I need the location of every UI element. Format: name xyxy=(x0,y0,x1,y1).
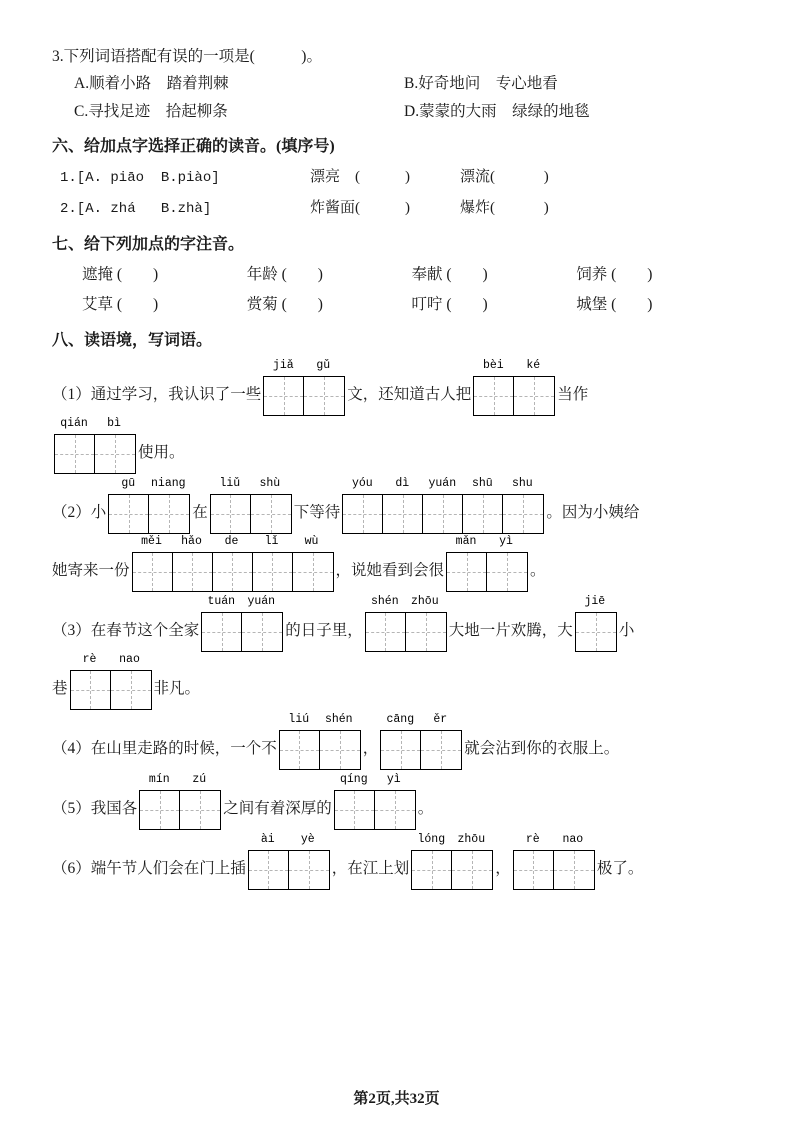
pinyin-syllable: wù xyxy=(304,535,319,548)
tianzige-cell[interactable] xyxy=(140,791,180,829)
question-3-options-row-2 xyxy=(52,98,741,126)
sentence-text: 。因为小姨给 xyxy=(546,504,640,521)
writing-line xyxy=(52,833,741,890)
word-blank-1b[interactable]: 漂流( ) xyxy=(460,169,549,185)
writing-line xyxy=(52,359,741,416)
sentence-text: 端午节人们会在门上插 xyxy=(90,860,246,877)
pinyin-syllable: shén xyxy=(370,595,399,608)
tianzige-cell[interactable] xyxy=(149,495,189,533)
pinyin-syllable: shén xyxy=(324,713,353,726)
tianzige-grid[interactable] xyxy=(334,790,416,830)
pinyin-syllable: qíng xyxy=(339,773,368,786)
section-8-item xyxy=(52,595,741,710)
tianzige-cell[interactable] xyxy=(251,495,291,533)
sentence-text: 她寄来一份 xyxy=(52,562,130,579)
tianzige-cell[interactable] xyxy=(280,731,320,769)
item-label: （4） xyxy=(52,740,91,757)
section-8-body xyxy=(52,359,741,890)
sentence-text: 通过学习，我认识了一些 xyxy=(90,386,262,403)
tianzige-cell[interactable] xyxy=(95,435,135,473)
sentence-text: 下等待 xyxy=(293,504,341,521)
sentence-text: 就会沾到你的衣服上。 xyxy=(464,740,620,757)
tianzige-cell[interactable] xyxy=(447,553,487,591)
pinyin-syllable: ài xyxy=(260,833,275,846)
tianzige-cell[interactable] xyxy=(249,851,289,889)
pinyin-syllable: hǎo xyxy=(181,535,202,548)
tianzige-cell[interactable] xyxy=(343,495,383,533)
tianzige-cell[interactable] xyxy=(554,851,594,889)
option-a[interactable]: A.顺着小路 踏着荆棘 xyxy=(74,75,229,92)
section-7-row-1 xyxy=(52,260,741,290)
sentence-text: 在山里走路的时候，一个不 xyxy=(90,740,277,757)
sentence-text: ，在江上划 xyxy=(331,860,410,877)
write-boxes-group[interactable] xyxy=(411,833,493,890)
pinyin-syllable: gū xyxy=(121,477,136,490)
tianzige-grid[interactable] xyxy=(248,850,330,890)
write-boxes-group[interactable] xyxy=(70,653,152,710)
tianzige-cell[interactable] xyxy=(111,671,151,709)
pinyin-hint xyxy=(365,595,447,608)
sentence-text: ， xyxy=(362,740,379,757)
write-boxes-group[interactable] xyxy=(139,773,221,830)
tianzige-cell[interactable] xyxy=(487,553,527,591)
tianzige-grid[interactable] xyxy=(201,612,283,652)
write-boxes-group[interactable] xyxy=(54,417,136,474)
tianzige-cell[interactable] xyxy=(242,613,282,651)
tianzige-grid[interactable] xyxy=(279,730,361,770)
pinyin-hint xyxy=(446,535,528,548)
sentence-text: 使用。 xyxy=(138,444,185,461)
tianzige-cell[interactable] xyxy=(253,553,293,591)
writing-line xyxy=(52,535,741,592)
option-b[interactable]: B.好奇地问 专心地看 xyxy=(404,75,558,92)
pinyin-syllable: liǔ xyxy=(219,477,241,490)
write-boxes-group[interactable] xyxy=(365,595,447,652)
tianzige-cell[interactable] xyxy=(180,791,220,829)
writing-line xyxy=(52,653,741,710)
sentence-text: 在 xyxy=(192,504,208,521)
annotate-item[interactable]: 奉献 ( ) xyxy=(411,266,488,283)
pinyin-syllable: yuán xyxy=(428,477,457,490)
tianzige-cell[interactable] xyxy=(213,553,253,591)
annotate-item[interactable]: 叮咛 ( ) xyxy=(411,296,488,313)
pinyin-syllable: qián xyxy=(60,417,88,430)
write-boxes-group[interactable] xyxy=(201,595,283,652)
sentence-text: 非凡。 xyxy=(153,680,201,697)
annotate-item[interactable]: 饲养 ( ) xyxy=(576,266,653,283)
tianzige-cell[interactable] xyxy=(383,495,423,533)
pinyin-hint xyxy=(248,833,330,846)
pinyin-choices-2: 2.[A. zhá B.zhà] xyxy=(60,201,212,217)
pinyin-syllable: jiǎ xyxy=(272,359,294,372)
pinyin-hint xyxy=(210,477,292,490)
pinyin-syllable: nao xyxy=(119,653,140,666)
pinyin-syllable: shū xyxy=(471,477,493,490)
tianzige-grid[interactable] xyxy=(380,730,462,770)
tianzige-cell[interactable] xyxy=(514,851,554,889)
pinyin-syllable: lóng xyxy=(417,833,446,846)
write-boxes-group[interactable] xyxy=(575,595,617,652)
tianzige-grid[interactable] xyxy=(263,376,345,416)
section-7-heading: 七、给下列加点的字注音。 xyxy=(52,236,245,253)
tianzige-cell[interactable] xyxy=(366,613,406,651)
sentence-text: 在春节这个全家 xyxy=(90,622,200,639)
tianzige-cell[interactable] xyxy=(289,851,329,889)
item-label: （2） xyxy=(52,504,91,521)
sentence-text: 巷 xyxy=(52,680,68,697)
pinyin-syllable: shù xyxy=(259,477,281,490)
pinyin-hint xyxy=(513,833,595,846)
pinyin-syllable: jiē xyxy=(584,595,606,608)
section-8-item xyxy=(52,477,741,592)
section-6-heading: 六、给加点字选择正确的读音。(填序号) xyxy=(52,138,335,155)
annotate-item[interactable]: 艾草 ( ) xyxy=(82,296,159,313)
sentence-text: ， xyxy=(495,860,511,877)
tianzige-cell[interactable] xyxy=(320,731,360,769)
section-8-item xyxy=(52,773,741,830)
item-label: （1） xyxy=(52,386,91,403)
pinyin-syllable: mǎn xyxy=(455,535,477,548)
item-label: （5） xyxy=(52,800,91,817)
tianzige-cell[interactable] xyxy=(474,377,514,415)
pinyin-syllable: ké xyxy=(526,359,541,372)
tianzige-cell[interactable] xyxy=(55,435,95,473)
write-boxes-group[interactable] xyxy=(210,477,292,534)
pinyin-syllable: niang xyxy=(151,477,186,490)
pinyin-syllable: zhōu xyxy=(457,833,486,846)
tianzige-cell[interactable] xyxy=(71,671,111,709)
writing-line xyxy=(52,595,741,652)
writing-line xyxy=(52,417,741,474)
pinyin-syllable: mín xyxy=(148,773,170,786)
item-label: （3） xyxy=(52,622,91,639)
section-7-row-2 xyxy=(52,290,741,320)
pinyin-syllable: měi xyxy=(141,535,162,548)
tianzige-grid[interactable] xyxy=(108,494,190,534)
section-8-heading: 八、读语境，写词语。 xyxy=(52,332,213,349)
section-8-item xyxy=(52,359,741,474)
pinyin-choices-1: 1.[A. piāo B.piào] xyxy=(60,170,220,186)
pinyin-hint xyxy=(108,477,190,490)
section-8-item xyxy=(52,833,741,890)
tianzige-cell[interactable] xyxy=(173,553,213,591)
pinyin-hint xyxy=(473,359,555,372)
pinyin-hint xyxy=(380,713,462,726)
word-blank-1a[interactable]: 漂亮 ( ) xyxy=(310,169,410,185)
tianzige-cell[interactable] xyxy=(133,553,173,591)
write-boxes-group[interactable] xyxy=(513,833,595,890)
tianzige-cell[interactable] xyxy=(576,613,616,651)
tianzige-cell[interactable] xyxy=(421,731,461,769)
pinyin-hint xyxy=(132,535,334,548)
pinyin-syllable: zú xyxy=(192,773,207,786)
writing-line xyxy=(52,477,741,534)
pinyin-syllable: gǔ xyxy=(316,359,331,372)
sentence-text: 小 xyxy=(618,622,635,639)
pinyin-syllable: tuán xyxy=(207,595,236,608)
pinyin-hint xyxy=(263,359,345,372)
tianzige-grid[interactable] xyxy=(411,850,493,890)
tianzige-cell[interactable] xyxy=(412,851,452,889)
tianzige-grid[interactable] xyxy=(473,376,555,416)
pinyin-syllable: yì xyxy=(386,773,401,786)
tianzige-grid[interactable] xyxy=(139,790,221,830)
sentence-text: 。 xyxy=(417,800,434,817)
pinyin-syllable: yè xyxy=(300,833,315,846)
write-boxes-group[interactable] xyxy=(334,773,416,830)
sentence-text: 当作 xyxy=(557,386,589,403)
sentence-text: 之间有着深厚的 xyxy=(223,800,332,817)
question-3-options-row-1 xyxy=(52,70,741,98)
writing-line xyxy=(52,713,741,770)
write-boxes-group[interactable] xyxy=(279,713,361,770)
tianzige-cell[interactable] xyxy=(463,495,503,533)
tianzige-grid[interactable] xyxy=(365,612,447,652)
word-blank-2a[interactable]: 炸酱面( ) xyxy=(310,200,410,216)
sentence-text: 的日子里， xyxy=(285,622,363,639)
tianzige-grid[interactable] xyxy=(342,494,544,534)
pinyin-syllable: de xyxy=(224,535,239,548)
tianzige-cell[interactable] xyxy=(375,791,415,829)
sentence-text: 我国各 xyxy=(90,800,138,817)
item-label: （6） xyxy=(52,860,91,877)
pinyin-syllable: shu xyxy=(511,477,533,490)
tianzige-cell[interactable] xyxy=(304,377,344,415)
write-boxes-group[interactable] xyxy=(446,535,528,592)
write-boxes-group[interactable] xyxy=(132,535,334,592)
write-boxes-group[interactable] xyxy=(263,359,345,416)
annotate-item[interactable]: 遮掩 ( ) xyxy=(82,266,159,283)
pinyin-hint xyxy=(575,595,617,608)
pinyin-syllable: rè xyxy=(525,833,540,846)
tianzige-grid[interactable] xyxy=(70,670,152,710)
tianzige-cell[interactable] xyxy=(381,731,421,769)
write-boxes-group[interactable] xyxy=(342,477,544,534)
tianzige-grid[interactable] xyxy=(575,612,617,652)
pinyin-hint xyxy=(139,773,221,786)
tianzige-grid[interactable] xyxy=(54,434,136,474)
section-8-item xyxy=(52,713,741,770)
writing-line xyxy=(52,773,741,830)
tianzige-cell[interactable] xyxy=(202,613,242,651)
pinyin-syllable: zhōu xyxy=(410,595,439,608)
pinyin-syllable: nao xyxy=(562,833,584,846)
pinyin-hint xyxy=(411,833,493,846)
annotate-item[interactable]: 年龄 ( ) xyxy=(246,266,323,283)
question-3-stem: 3.下列词语搭配有误的一项是( )。 xyxy=(52,48,322,65)
pinyin-syllable: yóu xyxy=(351,477,373,490)
write-boxes-group[interactable] xyxy=(108,477,190,534)
tianzige-cell[interactable] xyxy=(293,553,333,591)
pinyin-syllable: lǐ xyxy=(264,535,279,548)
pinyin-syllable: bèi xyxy=(482,359,504,372)
write-boxes-group[interactable] xyxy=(380,713,462,770)
pinyin-syllable: yì xyxy=(499,535,513,548)
sentence-text: 大地一片欢腾，大 xyxy=(448,622,573,639)
pinyin-syllable: rè xyxy=(82,653,97,666)
annotate-item[interactable]: 赏菊 ( ) xyxy=(246,296,323,313)
option-c[interactable]: C.寻找足迹 拾起柳条 xyxy=(74,103,228,120)
tianzige-cell[interactable] xyxy=(423,495,463,533)
page-footer: 第2页,共32页 xyxy=(353,1091,440,1107)
pinyin-hint xyxy=(342,477,544,490)
tianzige-grid[interactable] xyxy=(513,850,595,890)
tianzige-cell[interactable] xyxy=(211,495,251,533)
tianzige-cell[interactable] xyxy=(335,791,375,829)
option-d[interactable]: D.蒙蒙的大雨 绿绿的地毯 xyxy=(404,103,590,120)
tianzige-cell[interactable] xyxy=(452,851,492,889)
tianzige-grid[interactable] xyxy=(132,552,334,592)
pinyin-syllable: liú xyxy=(288,713,310,726)
section-6-row-2 xyxy=(52,193,741,224)
section-6-row-1 xyxy=(52,162,741,193)
tianzige-grid[interactable] xyxy=(210,494,292,534)
tianzige-cell[interactable] xyxy=(264,377,304,415)
pinyin-syllable: bì xyxy=(107,417,121,430)
pinyin-syllable: yuán xyxy=(247,595,276,608)
sentence-text: 文，还知道古人把 xyxy=(347,386,472,403)
pinyin-hint xyxy=(201,595,283,608)
sentence-text: ，说她看到会很 xyxy=(335,562,445,579)
pinyin-syllable: cāng xyxy=(386,713,415,726)
write-boxes-group[interactable] xyxy=(473,359,555,416)
pinyin-syllable: dì xyxy=(395,477,410,490)
pinyin-syllable: ěr xyxy=(433,713,448,726)
pinyin-hint xyxy=(70,653,152,666)
pinyin-hint xyxy=(54,417,136,430)
tianzige-grid[interactable] xyxy=(446,552,528,592)
annotate-item[interactable]: 城堡 ( ) xyxy=(576,296,653,313)
sentence-text: 小 xyxy=(90,504,107,521)
tianzige-cell[interactable] xyxy=(406,613,446,651)
write-boxes-group[interactable] xyxy=(248,833,330,890)
sentence-text: 极了。 xyxy=(596,860,644,877)
pinyin-hint xyxy=(334,773,416,786)
word-blank-2b[interactable]: 爆炸( ) xyxy=(460,200,549,216)
sentence-text: 。 xyxy=(530,562,546,579)
tianzige-cell[interactable] xyxy=(514,377,554,415)
tianzige-cell[interactable] xyxy=(109,495,149,533)
tianzige-cell[interactable] xyxy=(503,495,543,533)
pinyin-hint xyxy=(279,713,361,726)
